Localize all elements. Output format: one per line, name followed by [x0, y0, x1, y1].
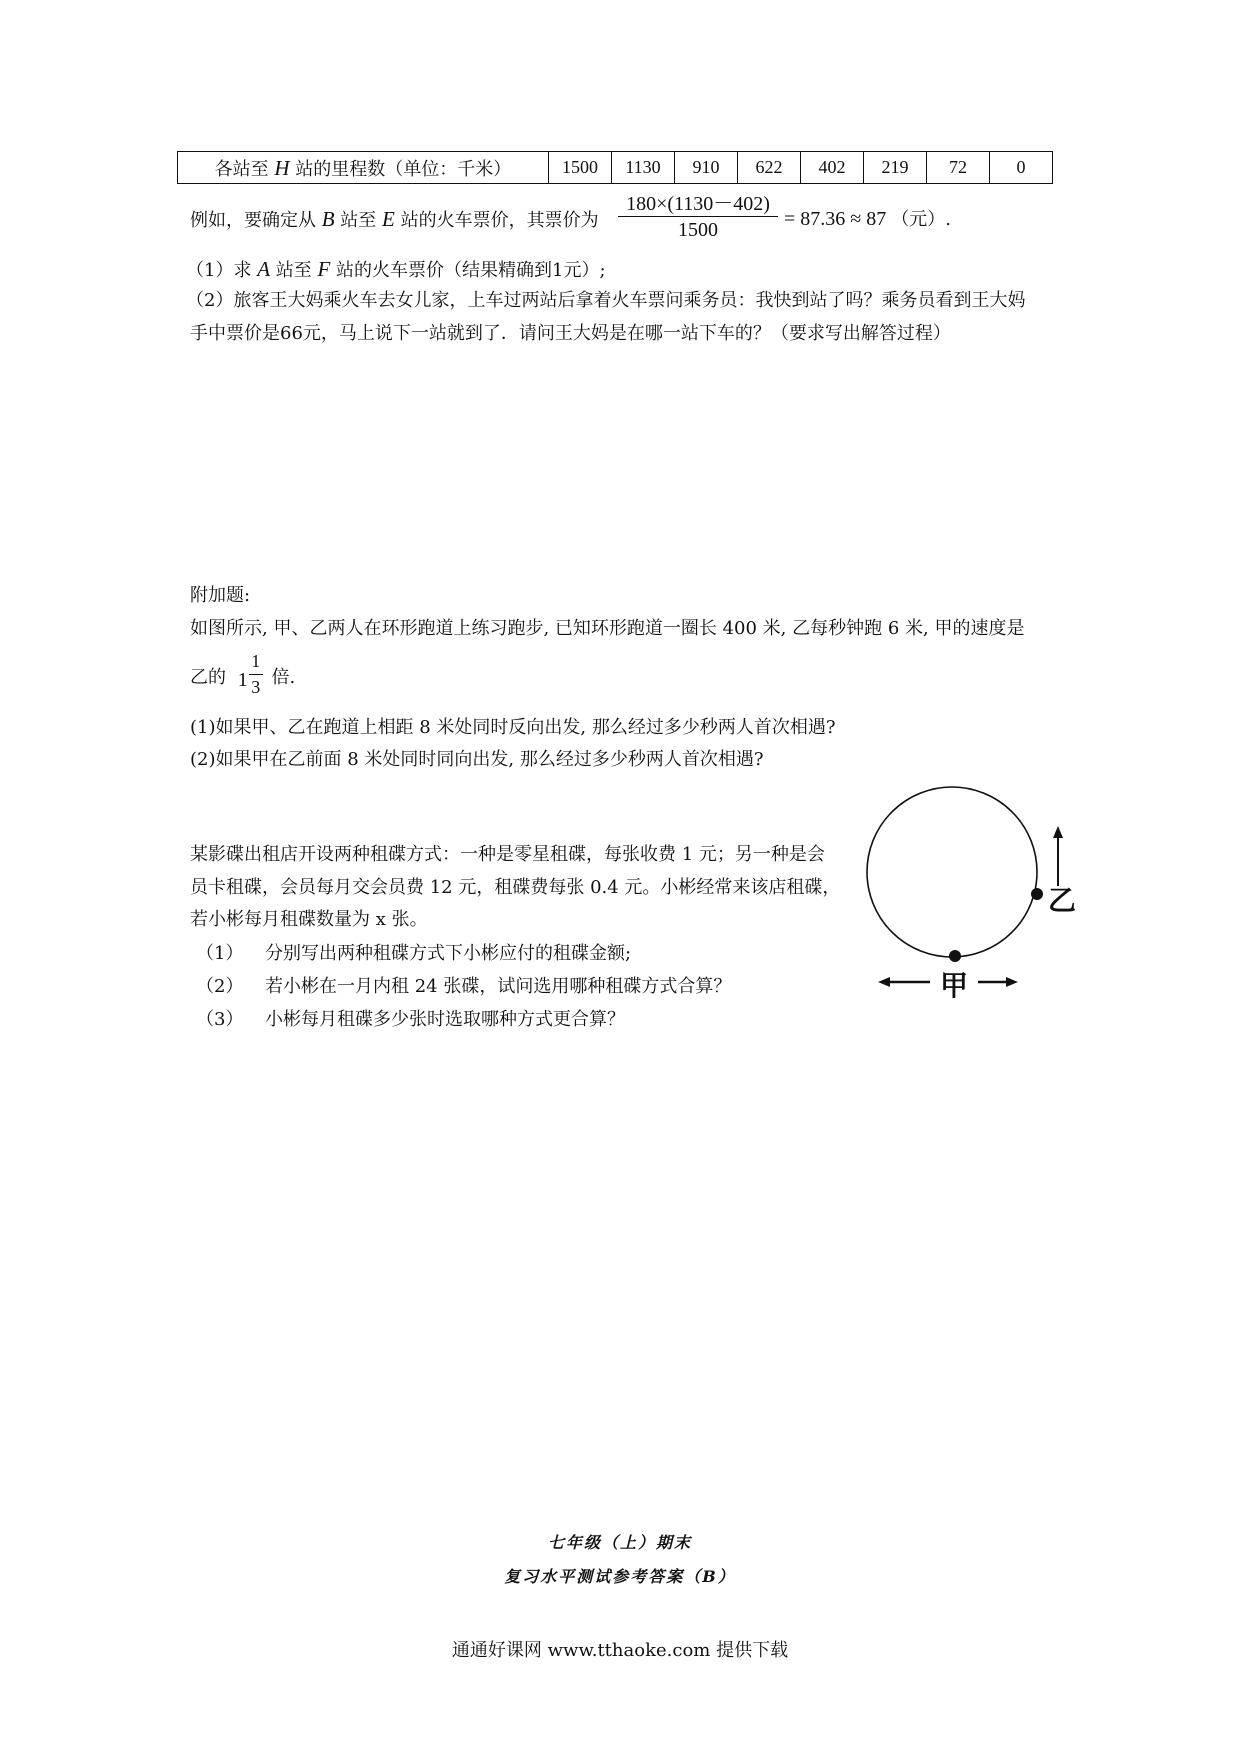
jia-left-arrow-icon [878, 977, 930, 987]
rental-line-3: 若小彬每月租碟数量为 x 张。 [190, 909, 428, 930]
table-cell: 1130 [612, 152, 675, 184]
rental-line-2: 员卡租碟，会员每月交会员费 12 元，租碟费每张 0.4 元。小彬经常来该店租碟， [190, 877, 841, 898]
question-2-line-1: （2）旅客王大妈乘火车去女儿家，上车过两站后拿着火车票问乘务员：我快到站了吗？乘务员看到王大妈 [186, 290, 1026, 311]
distance-table [177, 151, 1053, 184]
rental-item-2-num: （2） [196, 976, 244, 997]
label-yi: 乙 [1048, 884, 1077, 917]
mixed-bar [249, 674, 263, 675]
question-1: （1）求 A 站至 F 站的火车票价（结果精确到1元）; [186, 257, 606, 281]
jia-dot [949, 950, 961, 962]
table-row [178, 152, 1053, 184]
footer-title-1: 七年级（上）期末 [547, 1533, 692, 1552]
label-jia: 甲 [940, 969, 969, 1002]
rental-item-3-num: （3） [196, 1009, 244, 1030]
table-cell: 72 [927, 152, 990, 184]
mixed-number [232, 651, 266, 697]
rental-line-1: 某影碟出租店开设两种租碟方式：一种是零星租碟，每张收费 1 元；另一种是会 [190, 844, 825, 865]
example-text: 例如，要确定从 B 站至 E 站的火车票价，其票价为 [190, 207, 599, 231]
table-row-label: 各站至 H 站的里程数（单位：千米） [178, 152, 549, 184]
rental-item-3-text: 小彬每月租碟多少张时选取哪种方式更合算？ [265, 1009, 625, 1030]
table-cell: 0 [990, 152, 1053, 184]
table-cell: 1500 [549, 152, 612, 184]
jia-right-arrow-icon [978, 977, 1018, 987]
rental-item-1-text: 分别写出两种租碟方式下小彬应付的租碟金额; [265, 943, 632, 964]
table-cell: 402 [801, 152, 864, 184]
mixed-denominator: 3 [251, 677, 261, 697]
track-circle [867, 787, 1037, 957]
footer-title-2: 复习水平测试参考答案（B） [504, 1567, 736, 1586]
extra-title: 附加题: [190, 585, 251, 606]
extra-sub-2: (2)如果甲在乙前面 8 米处同时同向出发, 那么经过多少秒两人首次相遇? [190, 749, 764, 770]
rental-item-1-num: （1） [196, 943, 244, 964]
table-cell: 910 [675, 152, 738, 184]
mixed-whole: 1 [237, 669, 248, 691]
extra-line-2: 乙的 1 1 3 倍. [190, 651, 296, 697]
extra-sub-1: (1)如果甲、乙在跑道上相距 8 米处同时反向出发, 那么经过多少秒两人首次相遇? [190, 717, 836, 738]
footer-credit: 通通好课网 www.tthaoke.com 提供下载 [451, 1640, 789, 1661]
fraction-numerator: 180×(1130－402) [626, 193, 770, 215]
yi-arrow-icon [1053, 826, 1063, 886]
example-result: = 87.36 ≈ 87 （元）. [784, 208, 951, 230]
fraction-denominator: 1500 [618, 216, 778, 243]
mixed-numerator: 1 [251, 651, 261, 671]
price-fraction [618, 192, 778, 243]
table-cell: 622 [738, 152, 801, 184]
yi-dot [1031, 888, 1043, 900]
extra-line-1: 如图所示, 甲、乙两人在环形跑道上练习跑步, 已知环形跑道一圈长 400 米, 乙每秒钟跑 6 米, 甲的速度是 [190, 618, 1025, 639]
rental-item-2-text: 若小彬在一月内租 24 张碟，试问选用哪种租碟方式合算？ [265, 976, 732, 997]
table-cell: 219 [864, 152, 927, 184]
question-2-line-2: 手中票价是66元，马上说下一站就到了．请问王大妈是在哪一站下车的？（要求写出解答过程） [190, 323, 951, 344]
